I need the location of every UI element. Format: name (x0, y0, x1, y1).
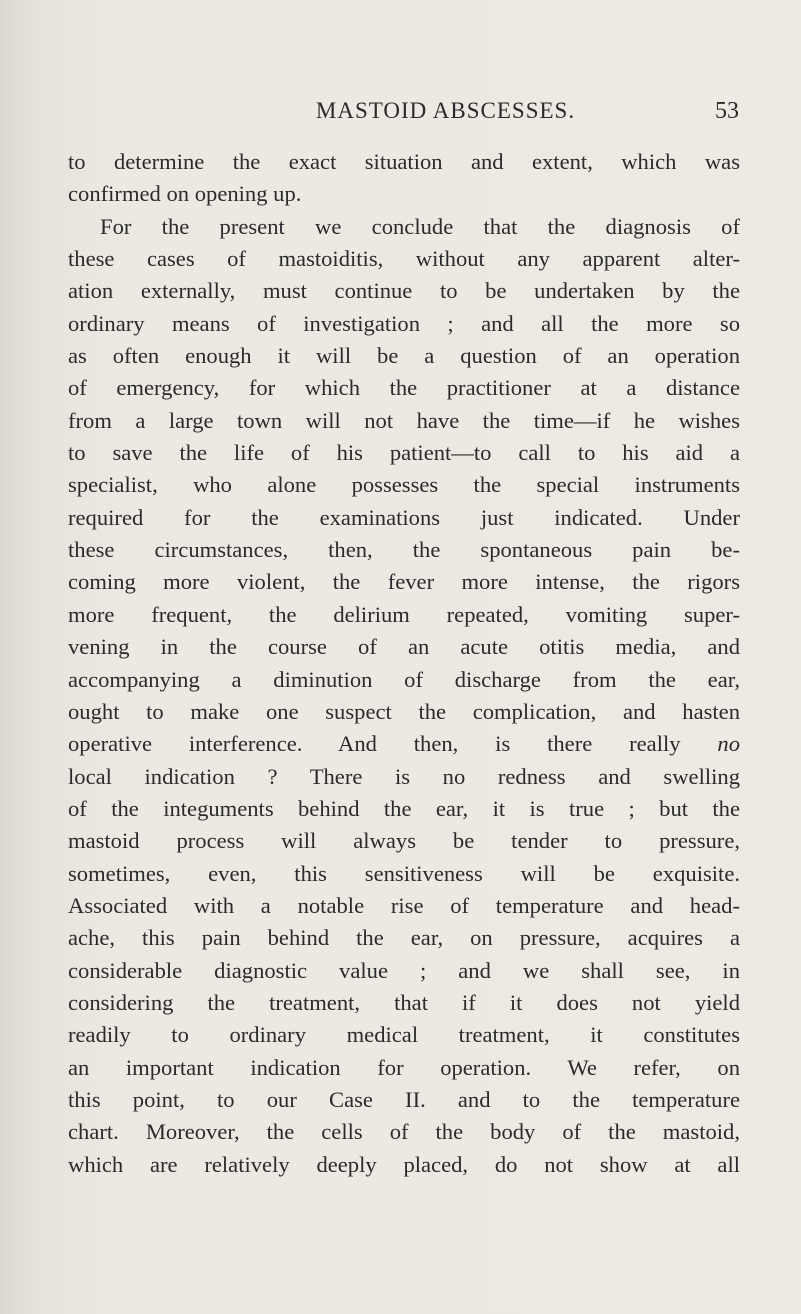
paragraph-first-line: For the present we conclude that the diagnosis of (100, 213, 740, 239)
emphasis: no (717, 731, 740, 757)
running-title: MASTOID ABSCESSES. (315, 98, 576, 123)
text-line: specialist, who alone possesses the special instruments (68, 472, 740, 498)
text-line: more frequent, the delirium repeated, vomiting super- (68, 601, 740, 627)
text-line: from a large town will not have the time—if he wishes (68, 407, 740, 433)
text-line: vening in the course of an acute otitis media, and (68, 634, 740, 660)
text-line: local indication ? There is no redness and swelling (68, 763, 740, 789)
text-line: required for the examinations just indicated. Under (68, 504, 740, 530)
text-line: these cases of mastoiditis, without any apparent alter- (68, 246, 740, 272)
text-line: confirmed on opening up. (68, 181, 302, 207)
text-line: accompanying a diminution of discharge from the ear, (68, 666, 740, 692)
text-line: mastoid process will always be tender to pressure, (68, 828, 740, 854)
text-line: to determine the exact situation and extent, which was (68, 149, 740, 174)
text-line: sometimes, even, this sensitiveness will be exquisite. (68, 860, 740, 886)
running-header (0, 98, 801, 132)
text-line: ache, this pain behind the ear, on pressure, acquires a (68, 925, 740, 951)
text-line: an important indication for operation. We refer, on (68, 1054, 740, 1080)
text-line: chart. Moreover, the cells of the body of the mastoid, (68, 1119, 740, 1145)
text-line: this point, to our Case II. and to the temperature (68, 1086, 740, 1112)
text-line: of the integuments behind the ear, it is true ; but the (68, 795, 740, 821)
text-line: as often enough it will be a question of an operation (68, 343, 740, 369)
text-line: these circumstances, then, the spontaneous pain be- (68, 537, 740, 563)
text-line: coming more violent, the fever more intense, the rigors (68, 569, 740, 595)
page-number: 53 (715, 98, 739, 124)
text-line: of emergency, for which the practitioner at a distance (68, 375, 740, 401)
text-line: to save the life of his patient—to call to his aid a (68, 440, 740, 466)
text-line: ation externally, must continue to be undertaken by the (68, 278, 740, 304)
text-line: considerable diagnostic value ; and we shall see, in (68, 957, 740, 983)
text-line: Associated with a notable rise of temperature and head- (68, 892, 740, 918)
text-line: ordinary means of investigation ; and all the more so (68, 310, 740, 336)
text-line: which are relatively deeply placed, do not show at all (68, 1151, 740, 1177)
text-line: readily to ordinary medical treatment, it constitutes (68, 1022, 740, 1048)
body-text (68, 146, 740, 1181)
text-line: considering the treatment, that if it does not yield (68, 989, 740, 1015)
text-line: ought to make one suspect the complication, and hasten (68, 698, 740, 724)
text-line: operative interference. And then, is there really no (68, 731, 740, 757)
